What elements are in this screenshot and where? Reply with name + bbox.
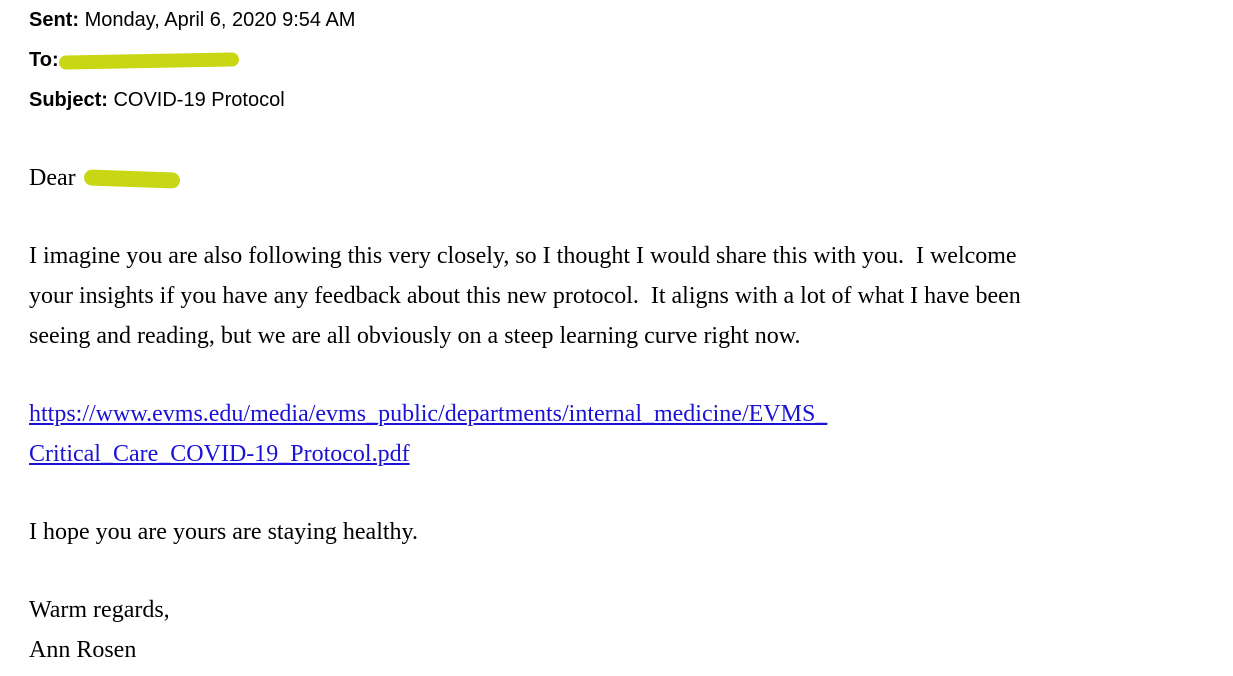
sent-label: Sent: [29, 9, 79, 31]
closing-text: Warm regards, [29, 597, 170, 623]
greeting-name-redaction [83, 170, 179, 189]
email-message [29, 0, 1219, 670]
protocol-link-line-2[interactable]: Critical_Care_COVID-19_Protocol.pdf [29, 441, 410, 467]
sent-line [29, 0, 1219, 40]
to-label: To: [29, 49, 59, 71]
body-paragraph [29, 236, 1219, 356]
signature-name: Ann Rosen [29, 637, 137, 663]
paragraph-line: seeing and reading, but we are all obviously on a steep learning curve right now. [29, 323, 801, 349]
to-line [29, 40, 1219, 80]
paragraph-line: your insights if you have any feedback about this new protocol. It aligns with a lot of what I have been [29, 283, 1021, 309]
greeting-text: Dear [29, 165, 76, 191]
greeting-line [29, 158, 1219, 198]
closing-block [29, 590, 1219, 670]
subject-line [29, 80, 1219, 120]
recipient-redaction [59, 52, 239, 69]
protocol-link [29, 394, 1219, 474]
sent-value: Monday, April 6, 2020 9:54 AM [84, 9, 356, 31]
hope-line: I hope you are yours are staying healthy. [29, 519, 418, 545]
paragraph-line: I imagine you are also following this very closely, so I thought I would share this with you. I welcome [29, 243, 1017, 269]
subject-value: COVID-19 Protocol [113, 89, 285, 111]
protocol-link-line-1[interactable]: https://www.evms.edu/media/evms_public/departments/internal_medicine/EVMS_ [29, 401, 828, 427]
subject-label: Subject: [29, 89, 108, 111]
